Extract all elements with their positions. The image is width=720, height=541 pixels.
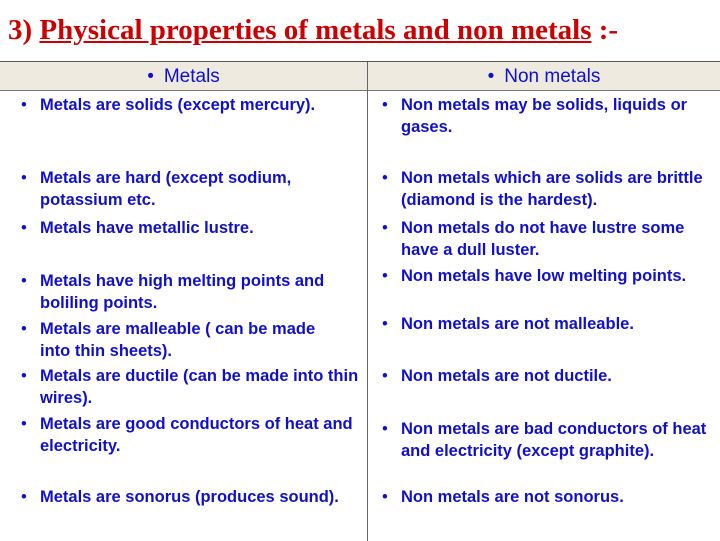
list-item: • Metals are good conductors of heat and electricity.	[21, 415, 353, 455]
list-item: • Non metals which are solids are brittle (diamond is the hardest).	[382, 169, 703, 209]
list-item: • Non metals may be solids, liquids or gases.	[382, 96, 688, 136]
list-item: • Metals are malleable ( can be made into thin sheets).	[21, 320, 316, 360]
list-item: • Non metals have low melting points.	[382, 267, 687, 285]
slide-title	[8, 14, 712, 47]
list-item: • Metals are solids (except mercury).	[21, 96, 316, 114]
title-number: 3)	[8, 14, 40, 46]
list-item: • Non metals are not sonorus.	[382, 488, 624, 506]
bullet: •	[487, 66, 495, 87]
header-non-metals	[368, 64, 720, 89]
metals-column	[0, 91, 367, 541]
list-item: • Non metals are not ductile.	[382, 367, 612, 385]
list-item: • Metals have high melting points and boliling points.	[21, 272, 325, 312]
list-item: • Metals are sonorus (produces sound).	[21, 488, 339, 506]
list-item: • Metals are hard (except sodium, potassium etc.	[21, 169, 292, 209]
list-item: • Non metals are not malleable.	[382, 315, 634, 333]
table-header-row	[0, 62, 720, 91]
list-item: • Non metals do not have lustre some have a dull luster.	[382, 219, 685, 259]
header-non-metals-label: Non metals	[504, 66, 601, 87]
comparison-table	[0, 61, 720, 540]
title-suffix: :-	[591, 14, 619, 46]
bullet: •	[147, 66, 154, 87]
list-item: • Metals are ductile (can be made into thin wires).	[21, 367, 359, 407]
list-item: • Non metals are bad conductors of heat and electricity (except graphite).	[382, 420, 707, 460]
title-heading: Physical properties of metals and non metals	[39, 14, 592, 46]
list-item: • Metals have metallic lustre.	[21, 219, 254, 237]
header-metals	[0, 64, 367, 89]
header-metals-label: Metals	[163, 66, 220, 87]
non-metals-column	[368, 91, 720, 541]
